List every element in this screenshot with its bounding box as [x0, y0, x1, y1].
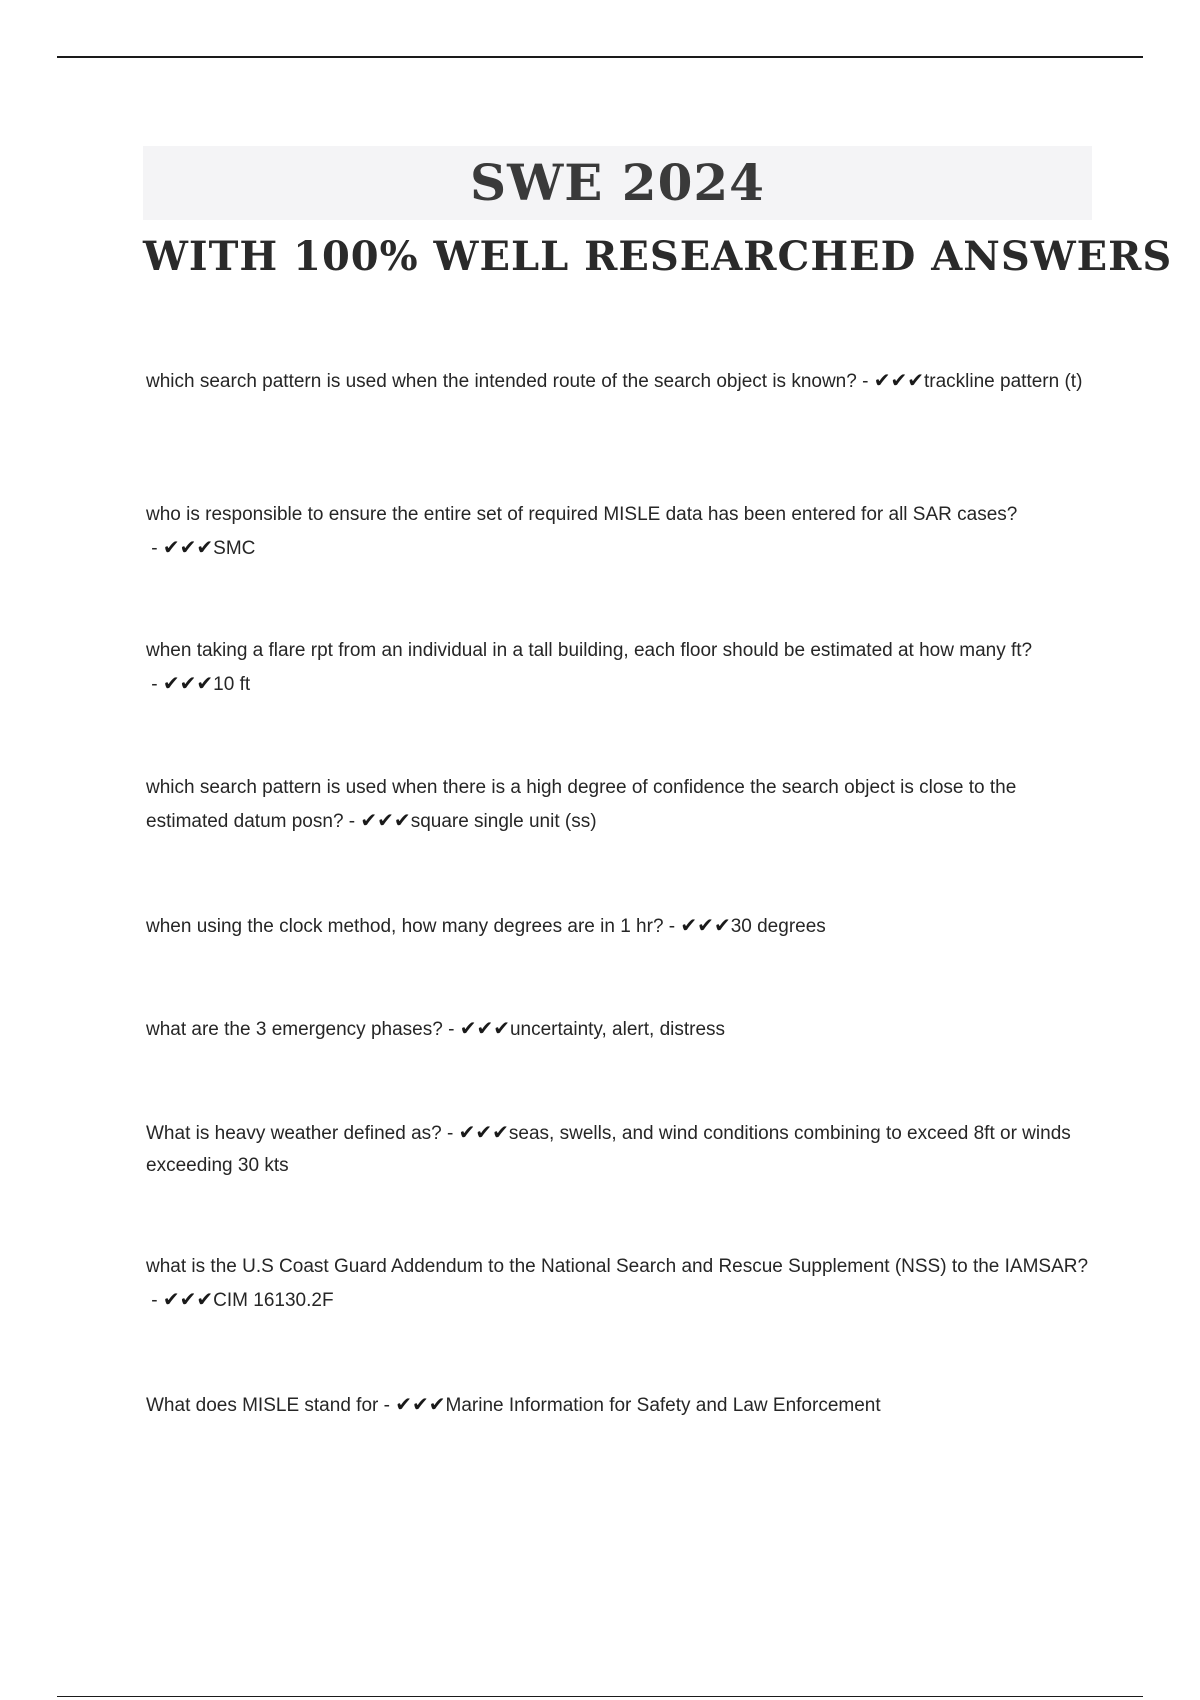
bottom-divider — [57, 1696, 1143, 1697]
separator: - — [343, 811, 361, 832]
answer-text: seas, swells, and wind conditions combining to exceed 8ft or winds exceeding 30 kts — [146, 1123, 1071, 1176]
check-marks-icon: ✔✔✔ — [360, 808, 411, 832]
qa-item — [146, 1388, 1096, 1422]
answer-text: 30 degrees — [730, 916, 826, 937]
answer-text: 10 ft — [213, 674, 251, 695]
question-text: which search pattern is used when the intended route of the search object is known? — [146, 371, 857, 392]
document-title: SWE 2024 — [470, 153, 765, 212]
answer-text: CIM 16130.2F — [213, 1290, 334, 1311]
answer-text: uncertainty, alert, distress — [509, 1019, 726, 1040]
qa-item — [146, 364, 1096, 398]
check-marks-icon: ✔✔✔ — [680, 913, 731, 937]
question-text: what is the U.S Coast Guard Addendum to the National Search and Rescue Supplement (NSS) to the IAMSAR? — [146, 1256, 1089, 1277]
question-text: what are the 3 emergency phases? — [146, 1019, 443, 1040]
answer-text: trackline pattern (t) — [924, 371, 1083, 392]
qa-item — [146, 909, 1096, 943]
separator: - — [146, 674, 163, 695]
answer-text: square single unit (ss) — [410, 811, 597, 832]
qa-item — [146, 1116, 1096, 1182]
check-marks-icon: ✔✔✔ — [873, 368, 924, 392]
document-subtitle: WITH 100% WELL RESEARCHED ANSWERS — [143, 233, 1173, 280]
separator: - — [441, 1123, 459, 1144]
qa-item — [146, 1251, 1096, 1317]
question-text: What is heavy weather defined as? — [146, 1123, 442, 1144]
qa-item — [146, 1012, 1096, 1046]
question-text: What does MISLE stand for — [146, 1395, 379, 1416]
qa-item — [146, 635, 1096, 701]
separator: - — [663, 916, 681, 937]
check-marks-icon: ✔✔✔ — [162, 1287, 214, 1311]
question-text: when using the clock method, how many degrees are in 1 hr? — [146, 916, 664, 937]
separator: - — [856, 371, 874, 392]
answer-text: SMC — [213, 538, 256, 559]
question-text: which search pattern is used when there is a high degree of confidence the search object is close to the estimated datum posn? — [146, 777, 1017, 832]
question-text: who is responsible to ensure the entire set of required MISLE data has been entered for all SAR cases? — [146, 504, 1018, 525]
check-marks-icon: ✔✔✔ — [162, 535, 214, 559]
separator: - — [146, 538, 163, 559]
check-marks-icon: ✔✔✔ — [458, 1120, 509, 1144]
separator: - — [146, 1290, 163, 1311]
question-text: when taking a flare rpt from an individual in a tall building, each floor should be estimated at how many ft? — [146, 640, 1033, 661]
answer-text: Marine Information for Safety and Law Enforcement — [445, 1395, 881, 1416]
qa-item — [146, 499, 1096, 565]
top-divider — [57, 56, 1143, 58]
separator: - — [442, 1019, 460, 1040]
separator: - — [378, 1395, 396, 1416]
check-marks-icon: ✔✔✔ — [162, 671, 214, 695]
check-marks-icon: ✔✔✔ — [459, 1016, 510, 1040]
check-marks-icon: ✔✔✔ — [395, 1392, 446, 1416]
qa-item — [146, 772, 1096, 838]
